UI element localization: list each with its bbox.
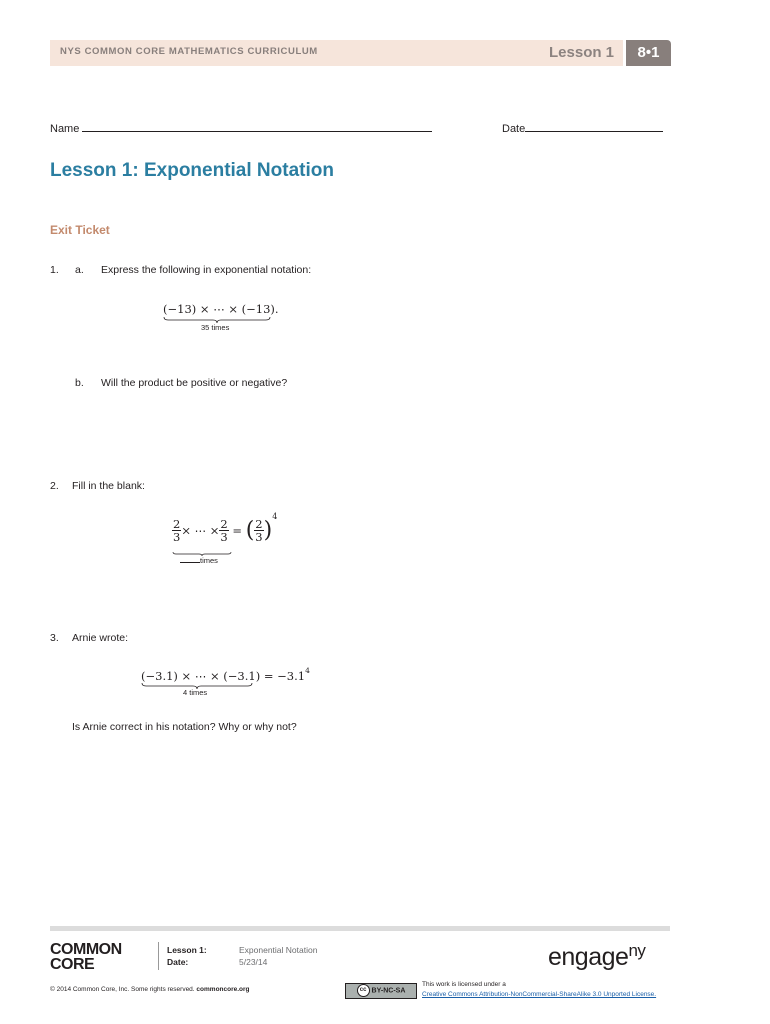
q1a-label: a. xyxy=(75,264,84,276)
q1b-label: b. xyxy=(75,377,84,389)
header-lesson: Lesson 1 xyxy=(549,44,615,61)
curriculum-label: NYS COMMON CORE MATHEMATICS CURRICULUM xyxy=(60,46,318,57)
common-core-logo: COMMON CORE xyxy=(50,941,122,973)
footer-divider xyxy=(158,942,159,970)
q1a-expression: (−13) × ⋯ × (−13). xyxy=(163,302,279,316)
grade-module-badge: 8•1 xyxy=(626,40,671,66)
q3-equation xyxy=(141,668,310,683)
footer-lesson-label: Lesson 1: xyxy=(167,945,207,955)
copyright-site[interactable]: commoncore.org xyxy=(196,986,250,993)
q3-question: Is Arnie correct in his notation? Why or why not? xyxy=(72,721,297,733)
q3-expression: (−3.1) × ⋯ × (−3.1) xyxy=(141,668,261,683)
footer-date-value: 5/23/14 xyxy=(239,957,268,967)
q2-exponent: 4 xyxy=(272,511,278,521)
date-row xyxy=(502,121,663,135)
q2-fraction-power: $\frac{2}{3}$ xyxy=(255,517,263,544)
name-line[interactable] xyxy=(82,121,432,132)
q3-text: Arnie wrote: xyxy=(72,632,129,644)
q1a-brace-label: 35 times xyxy=(201,323,230,332)
q2-equation xyxy=(172,511,278,544)
engageny-logo: engage$^{ny}$ xyxy=(548,941,646,971)
q2-equals: = xyxy=(232,523,243,538)
footer-rule xyxy=(50,926,670,931)
date-label: Date xyxy=(502,123,526,135)
q2-open-paren: ( xyxy=(245,518,255,543)
copyright: © 2014 Common Core, Inc. Some rights reserved. commoncore.org xyxy=(50,986,250,993)
q2-number: 2. xyxy=(50,480,59,492)
name-label: Name xyxy=(50,123,80,135)
q2-brace-label: times xyxy=(200,556,218,565)
license-link[interactable]: Creative Commons Attribution-NonCommercial-ShareAlike 3.0 Unported License. xyxy=(422,991,657,998)
name-row xyxy=(50,121,432,135)
q2-brace-row xyxy=(180,556,218,565)
page-title: Lesson 1: Exponential Notation xyxy=(50,160,334,181)
q2-middle: × ⋯ × xyxy=(181,523,220,538)
q1-number: 1. xyxy=(50,264,59,276)
q3-brace-label: 4 times xyxy=(183,688,208,697)
q2-text: Fill in the blank: xyxy=(72,480,145,492)
q2-fraction-left: $\frac{2}{3}$ xyxy=(173,517,181,544)
q3-exponent: 4 xyxy=(305,666,310,675)
footer-lesson-value: Exponential Notation xyxy=(239,945,318,955)
q2-close-paren: ) xyxy=(263,518,273,543)
q2-fraction-right: $\frac{2}{3}$ xyxy=(220,517,228,544)
q2-blank[interactable] xyxy=(180,558,200,563)
q1a-text: Express the following in exponential notation: xyxy=(101,264,312,276)
q3-number: 3. xyxy=(50,632,59,644)
section-heading: Exit Ticket xyxy=(50,223,110,237)
q3-rhs: = −3.1 xyxy=(263,668,306,683)
q1b-text: Will the product be positive or negative? xyxy=(101,377,288,389)
cc-icon: cc xyxy=(357,984,370,997)
date-line[interactable] xyxy=(525,121,663,132)
license-line1: This work is licensed under a xyxy=(422,981,506,988)
footer-date-label: Date: xyxy=(167,957,189,967)
cc-license-badge[interactable]: cc BY-NC-SA xyxy=(345,983,417,999)
